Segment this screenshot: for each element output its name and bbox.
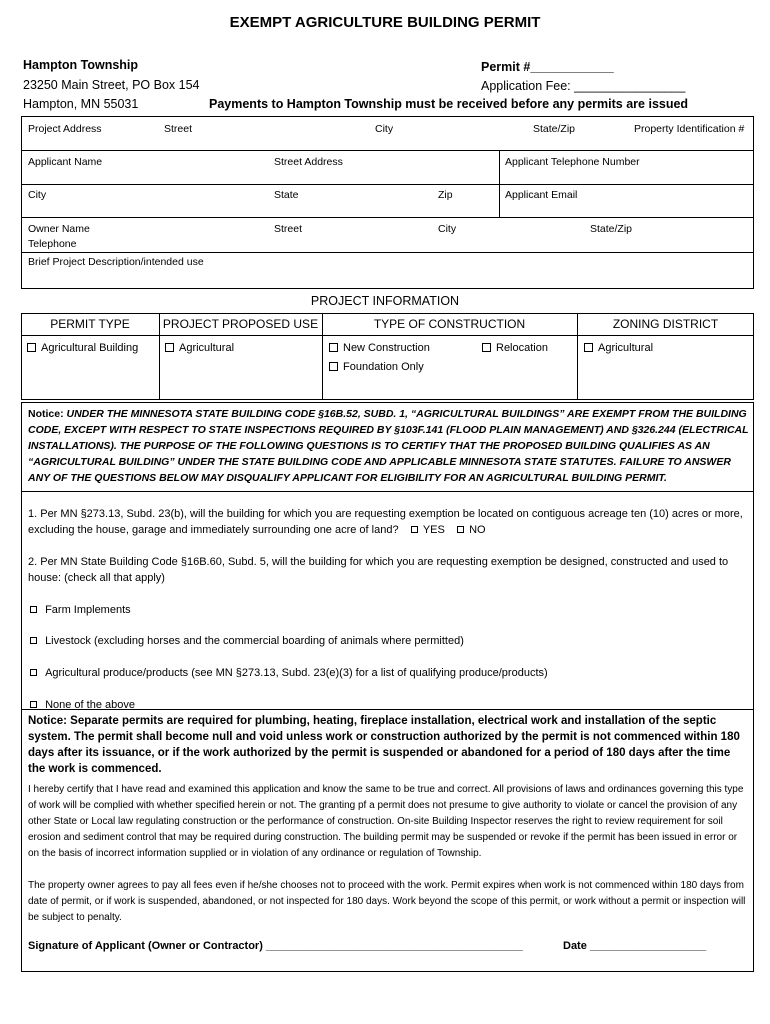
org-address-1: 23250 Main Street, PO Box 154	[23, 78, 200, 92]
notice-label: Notice:	[28, 408, 64, 420]
payment-note: Payments to Hampton Township must be received before any permits are issued	[209, 97, 689, 111]
notice-statute	[28, 406, 750, 486]
city-label: City	[28, 189, 47, 201]
checkbox-icon[interactable]	[329, 343, 338, 352]
q2-option-farm-implements[interactable]	[30, 602, 131, 618]
checkbox-icon[interactable]	[411, 526, 418, 533]
state-label: State	[274, 189, 299, 201]
option-zoning-agricultural-label: Agricultural	[598, 342, 654, 354]
checkbox-icon[interactable]	[329, 362, 338, 371]
application-fee-field[interactable]: Application Fee: ________________	[481, 79, 686, 93]
page-title: EXEMPT AGRICULTURE BUILDING PERMIT	[229, 14, 541, 31]
answer-yes-label: YES	[422, 524, 445, 536]
org-address-2: Hampton, MN 55031	[23, 97, 139, 111]
checkbox-icon[interactable]	[165, 343, 174, 352]
answer-no-label: NO	[469, 524, 486, 536]
permit-number-field[interactable]: Permit #____________	[481, 60, 614, 74]
option-zoning-agricultural[interactable]	[584, 342, 653, 354]
project-state-zip-label: State/Zip	[533, 123, 576, 135]
q2-option-livestock-label: Livestock (excluding horses and the commercial boarding of animals where permitted)	[45, 635, 464, 647]
owner-state-zip-label: State/Zip	[590, 223, 633, 235]
q2-option-livestock[interactable]	[30, 633, 464, 649]
zip-label: Zip	[438, 189, 453, 201]
street-address-label: Street Address	[274, 156, 343, 168]
notice-statute-text: UNDER THE MINNESOTA STATE BUILDING CODE §16B.52, SUBD. 1, “AGRICULTURAL BUILDINGS” ARE EXEMPT FROM THE BUILDING CODE, EXCEPT WITH RESPECT TO STATE INSPECTIONS REQUIRED BY §103F.141 (FLOOD PLAIN MANAGEMENT) AND §326.244 (ELECTRICAL INSTALLATIONS). THE PURPOSE OF THE FOLLOWING QUESTIONS IS TO CERTIFY THAT THE PROPOSED BUILDING QUALIFIES AS AN “AGRICULTURAL BUILDING” UNDER THE STATE BUILDING CODE AND APPLICABLE MINNESOTA STATE STATUTES. FAILURE TO ANSWER ANY OF THE QUESTIONS BELOW MAY DISQUALIFY APPLICANT FOR ELIGIBILITY FOR AN AGRICULTURAL BUILDING PERMIT.	[28, 408, 749, 484]
col-proposed-use: PROJECT PROPOSED USE	[162, 317, 319, 331]
question-2-text: 2. Per MN State Building Code §16B.60, Subd. 5, will the building for which you are requesting exemption be designed, constructed and used to house: (check all that apply)	[28, 556, 729, 584]
option-foundation-only-label: Foundation Only	[343, 361, 424, 373]
org-name: Hampton Township	[23, 58, 139, 72]
checkbox-icon[interactable]	[30, 669, 37, 676]
owner-street-label: Street	[274, 223, 303, 235]
checkbox-icon[interactable]	[30, 701, 37, 708]
project-street-label: Street	[164, 123, 193, 135]
checkbox-icon[interactable]	[457, 526, 464, 533]
checkbox-icon[interactable]	[584, 343, 593, 352]
project-city-label: City	[375, 123, 394, 135]
checkbox-icon[interactable]	[30, 637, 37, 644]
q2-option-produce[interactable]	[30, 665, 548, 681]
option-agricultural-use-label: Agricultural	[179, 342, 235, 354]
signature-field[interactable]: Signature of Applicant (Owner or Contractor) __________________________________________	[28, 940, 523, 952]
owner-city-label: City	[438, 223, 457, 235]
date-field[interactable]: Date ___________________	[563, 940, 707, 952]
question-1-text: 1. Per MN §273.13, Subd. 23(b), will the building for which you are requesting exemption be located on contiguous acreage ten (10) acres or more, excluding the house, garage and immediately surrounding one acre of land?	[28, 508, 743, 536]
checkbox-icon[interactable]	[27, 343, 36, 352]
property-id-label: Property Identification #	[634, 123, 745, 135]
col-zoning-district: ZONING DISTRICT	[612, 317, 719, 331]
q2-option-farm-implements-label: Farm Implements	[45, 604, 131, 616]
telephone-label: Telephone	[28, 238, 77, 250]
applicant-email-label: Applicant Email	[505, 189, 578, 201]
option-agricultural-use[interactable]	[165, 342, 234, 354]
option-relocation[interactable]	[482, 342, 548, 354]
option-new-construction[interactable]	[329, 342, 430, 354]
option-ag-building-label: Agricultural Building	[41, 342, 139, 354]
checkbox-icon[interactable]	[30, 606, 37, 613]
option-ag-building[interactable]	[27, 342, 138, 354]
notice-separate-permits: Notice: Separate permits are required for plumbing, heating, fireplace installation, electrical work and installation of the septic system. The permit shall become null and void unless work or construction authorized by the permit is not commenced within 180 days after its issuance, or if the work authorized by the permit is suspended or abandoned for a period of 180 days after the time the work is commenced.	[28, 715, 740, 775]
q2-option-none-label: None of the above	[45, 699, 135, 711]
applicant-name-label: Applicant Name	[28, 156, 103, 168]
option-relocation-label: Relocation	[496, 342, 548, 354]
fees-paragraph: The property owner agrees to pay all fees even if he/she chooses not to proceed with the work. Permit expires when work is not commenced within 180 days from date of permit, or if work is suspended, abandoned, or not inspected for 180 days. Work beyond the scope of this permit, or work without a permit or inspection will be subject to penalty.	[28, 880, 746, 923]
brief-description-label: Brief Project Description/intended use	[28, 256, 204, 268]
applicant-phone-label: Applicant Telephone Number	[505, 156, 640, 168]
project-address-label: Project Address	[28, 123, 102, 135]
certification-paragraph: I hereby certify that I have read and examined this application and know the same to be true and correct. All provisions of laws and ordinances governing this type of work will be complied with whether specified herein or not. The granting pf a permit does not presume to give authority to violate or cancel the provision of any other State or Local law regulating construction or the performance of construction. On-site Building Inspector reserves the right to review requirement for soil erosion and sediment control that may be required during construction. The building permit may be suspended or revoke if the permit has been issued in error or on the basis of incorrect information supplied or in violation of any ordinance or regulation of Township.	[28, 784, 744, 859]
col-permit-type: PERMIT TYPE	[50, 317, 130, 331]
owner-name-label: Owner Name	[28, 223, 90, 235]
q2-option-produce-label: Agricultural produce/products (see MN §273.13, Subd. 23(e)(3) for a list of qualifying produce/products)	[45, 667, 548, 679]
col-construction-type: TYPE OF CONSTRUCTION	[373, 317, 526, 331]
option-new-construction-label: New Construction	[343, 342, 430, 354]
project-info-heading: PROJECT INFORMATION	[310, 294, 460, 308]
question-1	[28, 506, 750, 538]
checkbox-icon[interactable]	[482, 343, 491, 352]
q2-option-none[interactable]	[30, 697, 135, 713]
option-foundation-only[interactable]	[329, 361, 424, 373]
